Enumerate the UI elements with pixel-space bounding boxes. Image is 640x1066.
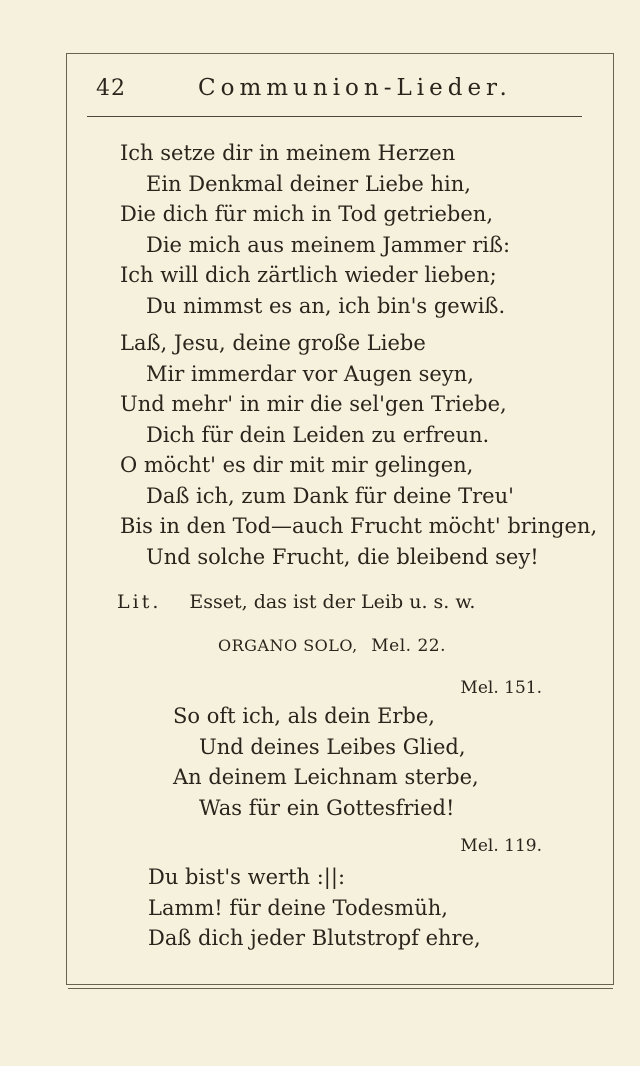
verse-line: Bis in den Tod—auch Frucht möcht' bringen, <box>120 514 598 538</box>
verse-line: Du bist's werth :||: <box>148 865 346 889</box>
verse-line: Und mehr' in mir die sel'gen Triebe, <box>120 392 507 416</box>
verse-line: Was für ein Gottesfried! <box>199 795 455 820</box>
stanza-2 <box>120 328 597 572</box>
bottom-rule <box>68 988 613 989</box>
stanza-1 <box>120 138 510 321</box>
verse-line: Die dich für mich in Tod getrieben, <box>120 202 493 226</box>
verse-line: An deinem Leichnam sterbe, <box>173 765 479 789</box>
verse-line: Ich setze dir in meinem Herzen <box>120 141 456 165</box>
liturgy-line <box>117 591 475 613</box>
melody-reference-2: Mel. 119. <box>460 836 542 856</box>
page-number: 42 <box>96 76 126 101</box>
verse-line: Daß ich, zum Dank für deine Treu' <box>146 483 514 508</box>
melody-reference-1: Mel. 151. <box>460 678 542 698</box>
liturgy-label: Lit. <box>117 591 162 613</box>
stanza-4 <box>148 862 481 954</box>
verse-line: Lamm! für deine Todesmüh, <box>148 895 448 920</box>
verse-line: Die mich aus meinem Jammer riß: <box>146 232 511 257</box>
verse-line: Mir immerdar vor Augen seyn, <box>146 361 474 386</box>
verse-line: Dich für dein Leiden zu erfreun. <box>146 422 490 447</box>
organo-solo-line <box>218 636 446 656</box>
header-rule <box>87 116 582 117</box>
liturgy-text: Esset, das ist der Leib u. s. w. <box>189 591 476 613</box>
organo-melody: Mel. 22. <box>371 636 447 656</box>
stanza-3 <box>173 701 479 823</box>
verse-line: Und deines Leibes Glied, <box>199 734 466 759</box>
verse-line: Du nimmst es an, ich bin's gewiß. <box>146 293 506 318</box>
verse-line: Ein Denkmal deiner Liebe hin, <box>146 171 471 196</box>
verse-line: Und solche Frucht, die bleibend sey! <box>146 544 539 569</box>
verse-line: O möcht' es dir mit mir gelingen, <box>120 453 474 477</box>
verse-line: Daß dich jeder Blutstropf ehre, <box>148 926 481 950</box>
verse-line: Ich will dich zärtlich wieder lieben; <box>120 263 497 287</box>
verse-line: So oft ich, als dein Erbe, <box>173 704 435 728</box>
running-title: Communion-Lieder. <box>198 75 512 101</box>
verse-line: Laß, Jesu, deine große Liebe <box>120 331 426 355</box>
organo-solo-text: ORGANO SOLO, <box>218 636 358 655</box>
